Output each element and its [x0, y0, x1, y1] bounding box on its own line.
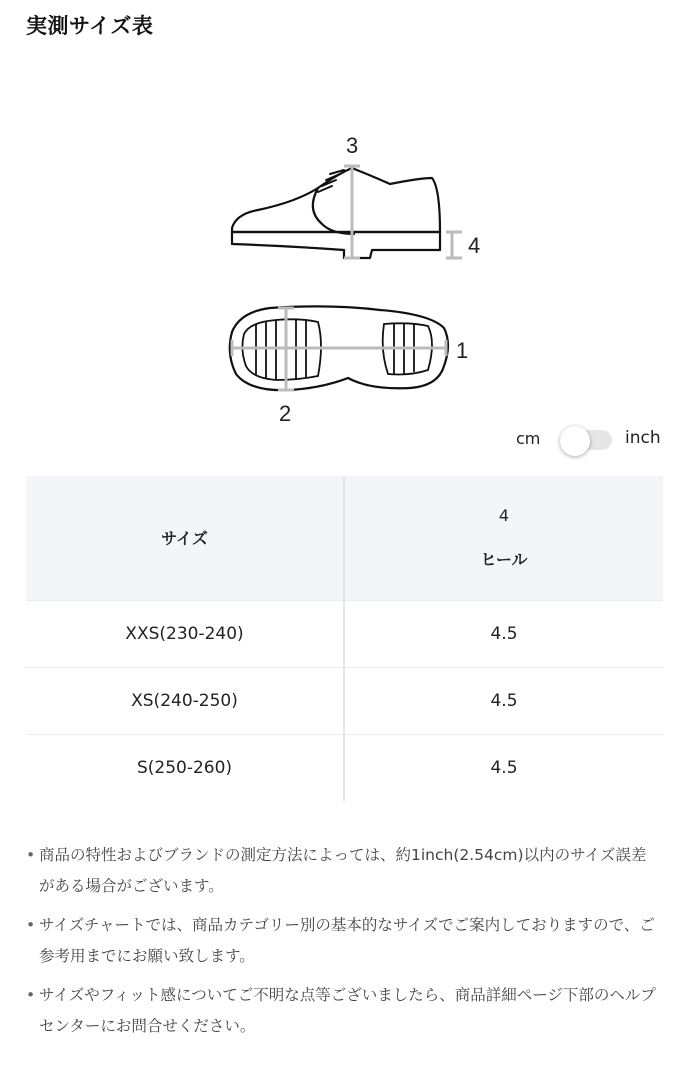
- heel-cell: 4.5: [344, 734, 663, 801]
- measure-4-line: [446, 232, 462, 258]
- note-item: • 商品の特性およびブランドの測定方法によっては、約1inch(2.54cm)以内のサイズ誤差がある場合がございます。: [26, 840, 656, 902]
- unit-toggle: [510, 420, 670, 456]
- heel-cell: 4.5: [344, 667, 663, 734]
- size-notes: [26, 840, 656, 1050]
- size-cell: XXS(230-240): [26, 600, 344, 667]
- unit-switch[interactable]: [560, 426, 612, 450]
- sole-tread: [256, 320, 414, 380]
- sole-inner-outline: [242, 319, 321, 380]
- note-item: • サイズチャートでは、商品カテゴリー別の基本的なサイズでご案内しておりますので、ご参考用までにお願い致します。: [26, 910, 656, 972]
- unit-cm-label[interactable]: cm: [516, 429, 541, 448]
- header-size: サイズ: [26, 476, 344, 600]
- measure-2-label: 2: [279, 401, 292, 426]
- page-title: 実測サイズ表: [26, 14, 154, 38]
- shoe-vamp-line: [313, 188, 354, 234]
- table-row: [26, 667, 663, 734]
- unit-switch-knob[interactable]: [560, 426, 590, 456]
- header-heel-label: ヒール: [480, 549, 528, 569]
- table-header-row: [26, 476, 663, 600]
- size-cell: S(250-260): [26, 734, 344, 801]
- heel-cell: 4.5: [344, 600, 663, 667]
- header-heel-number: 4: [498, 505, 510, 525]
- table-row: [26, 600, 663, 667]
- measure-4-label: 4: [468, 233, 481, 258]
- shoe-diagram-svg: [0, 0, 690, 440]
- shoe-sole-outline: [232, 232, 440, 258]
- measure-1-label: 1: [456, 338, 469, 363]
- size-cell: XS(240-250): [26, 667, 344, 734]
- shoe-side-view: [232, 168, 440, 258]
- table-row: [26, 734, 663, 801]
- shoe-measurement-diagram: [0, 0, 690, 440]
- measure-3-line: [344, 166, 360, 258]
- measure-3-label: 3: [346, 133, 359, 158]
- unit-inch-label[interactable]: inch: [625, 428, 661, 448]
- header-heel: [344, 476, 663, 600]
- shoe-laces: [318, 170, 344, 192]
- note-item: • サイズやフィット感についてご不明な点等ございましたら、商品詳細ページ下部のヘルプセンターにお問合せください。: [26, 980, 656, 1042]
- size-table: [26, 476, 663, 801]
